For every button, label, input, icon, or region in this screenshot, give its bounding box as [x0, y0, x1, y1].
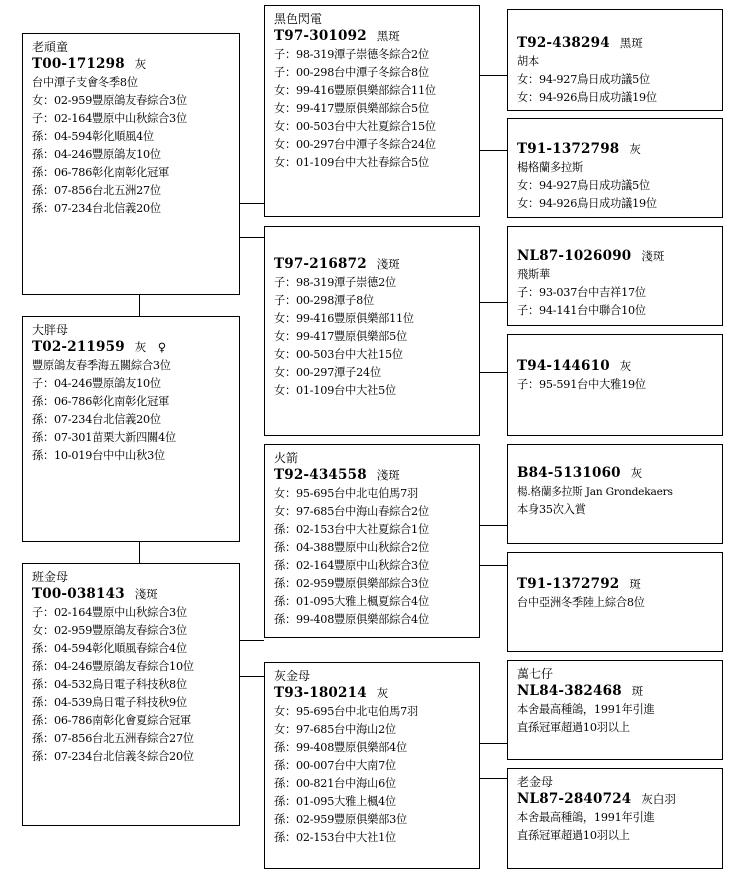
record-line: 女：01-109台中大社5位 [274, 384, 397, 397]
ring-id: NL87-1026090 [517, 248, 632, 264]
record-line: 孫：99-408豐原俱樂部4位 [274, 741, 407, 754]
ring-row [517, 682, 713, 701]
record-line: 女：00-297台中潭子冬綜合24位 [274, 138, 436, 151]
record-line: 子：00-298潭子8位 [274, 294, 375, 307]
record-line: 孫：06-786南彰化會夏綜合冠軍 [32, 714, 192, 727]
pedigree-card-gen2-4 [264, 662, 480, 869]
record-line: 孫：07-234台北信義20位 [32, 413, 161, 426]
feather-color: 黑斑 [619, 36, 643, 50]
record-line: 子：95-591台中大雅19位 [517, 378, 646, 391]
record-line: 孫：04-594彰化順風4位 [32, 130, 155, 143]
record-line: 女：00-503台中大社15位 [274, 348, 403, 361]
record-line: 孫：02-959豐原俱樂部綜合3位 [274, 577, 429, 590]
record-line: 孫：04-246豐原鴿友10位 [32, 148, 161, 161]
record-line: 孫：99-408豐原俱樂部綜合4位 [274, 613, 429, 626]
pedigree-card-gen3-1 [507, 9, 723, 111]
pedigree-card-gen1-2 [22, 316, 240, 542]
pigeon-nickname: 黑色閃電 [274, 12, 323, 26]
ring-id: T92-438294 [517, 35, 610, 51]
ring-id: T94-144610 [517, 358, 610, 374]
pedigree-card-gen2-3 [264, 444, 480, 638]
record-line: 本舍最高種鴿，1991年引進 [517, 811, 655, 824]
feather-color: 灰 [619, 359, 632, 373]
feather-color: 灰 [629, 142, 641, 156]
connector-line [480, 565, 507, 566]
ring-row [274, 466, 470, 485]
connector-line [480, 743, 507, 744]
record-line: 孫：04-388豐原中山秋綜合2位 [274, 541, 429, 554]
pedigree-card-gen3-3 [507, 226, 723, 326]
record-line: 直孫冠軍超過10羽以上 [517, 721, 630, 734]
record-line: 孫：06-786彰化南彰化冠軍 [32, 166, 170, 179]
feather-color: 淺斑 [376, 257, 400, 271]
record-line: 孫：07-301苗栗大新四關4位 [32, 431, 176, 444]
record-line: 女：94-926鳥日成功議19位 [517, 91, 657, 104]
pedigree-card-gen1-3 [22, 563, 240, 826]
feather-color: 斑 [631, 684, 644, 698]
ring-id: T92-434558 [274, 467, 367, 483]
record-line: 女：99-417豐原俱樂部綜合5位 [274, 102, 429, 115]
pedigree-card-gen2-2 [264, 226, 480, 436]
record-line: 女：94-927鳥日成功議5位 [517, 73, 650, 86]
ring-id: T02-211959 [32, 339, 125, 355]
record-line: 孫：10-019台中中山秋3位 [32, 449, 165, 462]
ring-id: T00-171298 [32, 56, 125, 72]
record-line: 胡本 [517, 55, 539, 68]
connector-line [480, 778, 507, 779]
ring-row [274, 27, 470, 46]
record-line: 子：93-037台中吉祥17位 [517, 286, 646, 299]
record-line: 直孫冠軍超過10羽以上 [517, 829, 630, 842]
record-line: 孫：04-246豐原鴿友春綜合10位 [32, 660, 194, 673]
connector-line [480, 150, 507, 151]
connector-line [240, 203, 264, 204]
record-line: 孫：07-234台北信義冬綜合20位 [32, 750, 194, 763]
ring-id: NL84-382468 [517, 683, 622, 699]
ring-id: T00-038143 [32, 586, 125, 602]
record-line: 女：99-417豐原俱樂部5位 [274, 330, 407, 343]
record-line: 女：95-695台中北屯伯馬7羽 [274, 705, 418, 718]
feather-color: 灰 [376, 686, 389, 700]
connector-line [139, 295, 140, 316]
pedigree-card-gen3-4 [507, 334, 723, 436]
record-line: 孫：02-153台中大社1位 [274, 831, 397, 844]
record-line: 台中潭子支會冬季8位 [32, 76, 138, 89]
record-line: 孫：02-153台中大社夏綜合1位 [274, 523, 429, 536]
pigeon-nickname: 火箭 [274, 451, 299, 465]
record-line: 子：94-141台中聯合10位 [517, 304, 646, 317]
feather-color: 灰 ♀ [134, 340, 167, 354]
ring-row [32, 585, 230, 604]
record-line: 女：02-959豐原鴿友春綜合3位 [32, 94, 187, 107]
record-line: 子：00-298台中潭子冬綜合8位 [274, 66, 429, 79]
record-line: 孫：01-095大雅上楓夏綜合4位 [274, 595, 429, 608]
record-line: 女：01-109台中大社春綜合5位 [274, 156, 429, 169]
record-line: 孫：07-856台北五洲春綜合27位 [32, 732, 194, 745]
record-line: 楊.格蘭多拉斯 Jan Grondekaers [517, 486, 673, 498]
record-line: 女：94-927鳥日成功議5位 [517, 179, 650, 192]
record-line: 女：97-685台中海山2位 [274, 723, 397, 736]
record-line: 女：95-695台中北屯伯馬7羽 [274, 487, 418, 500]
record-line: 孫：00-821台中海山6位 [274, 777, 397, 790]
ring-row [274, 684, 470, 703]
record-line: 孫：04-532鳥日電子科技秋8位 [32, 678, 187, 691]
record-line: 飛斯華 [517, 268, 550, 281]
record-line: 孫：07-856台北五洲27位 [32, 184, 161, 197]
record-line: 孫：06-786彰化南彰化冠軍 [32, 395, 170, 408]
pigeon-nickname: 老頑童 [32, 40, 69, 54]
record-line: 女：99-416豐原俱樂部11位 [274, 312, 414, 325]
record-line: 孫：04-539鳥日電子科技秋9位 [32, 696, 187, 709]
record-line: 女：99-416豐原俱樂部綜合11位 [274, 84, 436, 97]
ring-id: T97-301092 [274, 28, 367, 44]
pigeon-nickname: 萬七仔 [517, 667, 554, 681]
record-line: 孫：00-007台中大南7位 [274, 759, 397, 772]
record-line: 子：98-319潭子崇德冬綜合2位 [274, 48, 429, 61]
record-line: 楊格蘭多拉斯 [517, 161, 583, 174]
record-line: 子：02-164豐原中山秋綜合3位 [32, 606, 187, 619]
pedigree-card-gen3-2 [507, 118, 723, 218]
feather-color: 黑斑 [376, 29, 400, 43]
pedigree-card-gen2-1 [264, 5, 480, 217]
ring-row [517, 34, 713, 53]
connector-line [480, 302, 507, 303]
ring-row [517, 464, 713, 483]
ring-row [517, 575, 713, 594]
record-line: 本舍最高種鴿，1991年引進 [517, 703, 655, 716]
record-line: 女：00-503台中大社夏綜合15位 [274, 120, 436, 133]
pigeon-nickname: 大胖母 [32, 323, 69, 337]
ring-id: NL87-2840724 [517, 791, 632, 807]
ring-row [32, 338, 230, 357]
record-line: 豐原鴿友春季海五關綜合3位 [32, 359, 171, 372]
ring-id: T97-216872 [274, 256, 367, 272]
ring-row [517, 247, 713, 266]
feather-color: 斑 [629, 577, 641, 591]
connector-line [480, 525, 507, 526]
ring-id: T93-180214 [274, 685, 367, 701]
feather-color: 淺斑 [134, 587, 158, 601]
connector-line [240, 676, 264, 677]
record-line: 子：02-164豐原中山秋綜合3位 [32, 112, 187, 125]
feather-color: 淺斑 [641, 249, 665, 263]
ring-id: T91-1372798 [517, 141, 620, 157]
record-line: 孫：04-594彰化順風春綜合4位 [32, 642, 187, 655]
pedigree-card-gen1-1 [22, 33, 240, 295]
pigeon-nickname: 灰金母 [274, 669, 311, 683]
feather-color: 灰 [630, 466, 643, 480]
record-line: 子：98-319潭子崇德2位 [274, 276, 397, 289]
feather-color: 灰白羽 [641, 792, 676, 806]
pedigree-card-gen3-8 [507, 768, 723, 869]
ring-id: T91-1372792 [517, 576, 620, 592]
connector-line [139, 542, 140, 563]
record-line: 孫：02-959豐原俱樂部3位 [274, 813, 407, 826]
record-line: 台中亞洲冬季陸上綜合8位 [517, 596, 645, 609]
feather-color: 淺斑 [376, 468, 400, 482]
pigeon-nickname: 班金母 [32, 570, 69, 584]
connector-line [480, 75, 507, 76]
connector-line [240, 640, 264, 641]
ring-row [517, 357, 713, 376]
pedigree-card-gen3-5 [507, 444, 723, 544]
connector-line [240, 237, 264, 238]
record-line: 女：02-959豐原鴿友春綜合3位 [32, 624, 187, 637]
record-line: 女：00-297潭子24位 [274, 366, 381, 379]
pedigree-card-gen3-7 [507, 660, 723, 760]
record-line: 女：97-685台中海山春綜合2位 [274, 505, 429, 518]
ring-row [32, 55, 230, 74]
ring-row [274, 255, 470, 274]
record-line: 孫：07-234台北信義20位 [32, 202, 161, 215]
pedigree-card-gen3-6 [507, 552, 723, 652]
connector-line [480, 372, 507, 373]
record-line: 子：04-246豐原鴿友10位 [32, 377, 161, 390]
pigeon-nickname: 老金母 [517, 775, 554, 789]
record-line: 女：94-926鳥日成功議19位 [517, 197, 657, 210]
ring-id: B84-5131060 [517, 465, 621, 481]
ring-row [517, 790, 713, 809]
record-line: 本身35次入賞 [517, 503, 586, 516]
feather-color: 灰 [134, 57, 147, 71]
record-line: 孫：02-164豐原中山秋綜合3位 [274, 559, 429, 572]
ring-row [517, 140, 713, 159]
record-line: 孫：01-095大雅上楓4位 [274, 795, 397, 808]
